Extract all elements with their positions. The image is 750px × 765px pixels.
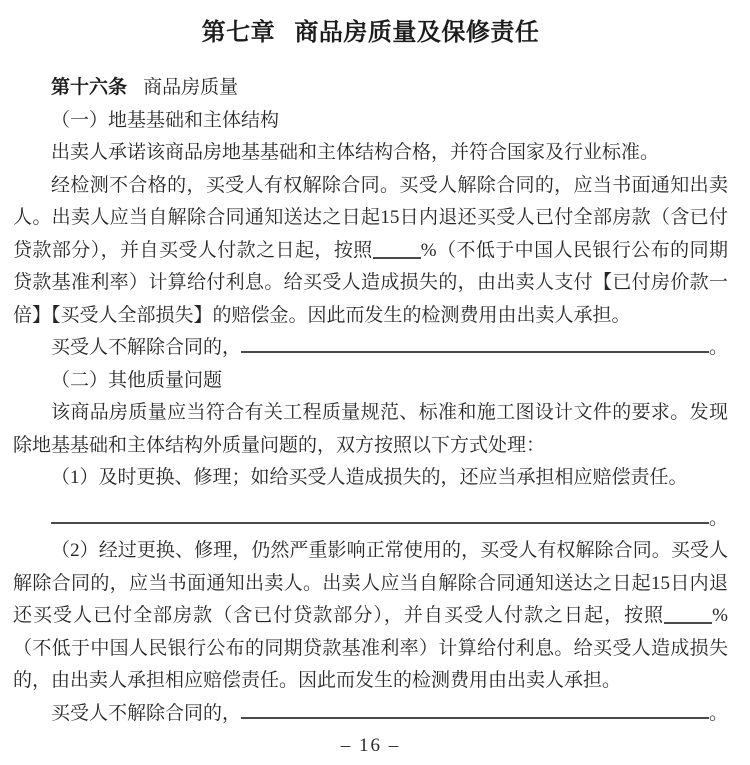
page-number: – 16 – bbox=[340, 735, 401, 756]
para-other-quality: 该商品房质量应当符合有关工程质量规范、标准和施工图设计文件的要求。发现除地基基础和主体结构外质量问题的，双方按照以下方式处理： bbox=[13, 402, 728, 456]
article-heading bbox=[13, 72, 728, 105]
fill-line-no-rescind-2 bbox=[13, 698, 728, 731]
blank-underline bbox=[51, 514, 709, 524]
chapter-title bbox=[13, 16, 728, 50]
text-segment: （2）经过更换、修理，仍然严重影响正常使用的，买受人有权解除合同。买受人解除合同的，应当书面通知出卖人。出卖人应当自解除合同通知送达之日起15日内退还买受人已付全部房款（含已付贷款部分），并自买受人付款之日起，按照 bbox=[13, 540, 728, 626]
article-name: 商品房质量 bbox=[143, 77, 239, 98]
para-item-1: （1）及时更换、修理；如给买受人造成损失的，还应当承担相应赔偿责任。 bbox=[51, 467, 688, 488]
chapter-number: 第七章 bbox=[201, 19, 276, 46]
blank-underline bbox=[241, 343, 709, 353]
period: 。 bbox=[708, 337, 728, 358]
text-segment: %（不低于中国人民银行公布的同期贷款基准利率）计算给付利息。给买受人造成损失的，由出卖人承担相应赔偿责任。因此而发生的检测费用由出卖人承担。 bbox=[13, 605, 728, 691]
interest-rate-blank-2 bbox=[664, 612, 712, 624]
blank-underline bbox=[241, 709, 709, 719]
fill-line-label: 买受人不解除合同的， bbox=[51, 337, 242, 358]
chapter-name: 商品房质量及保修责任 bbox=[294, 19, 540, 46]
para-inspection-failure bbox=[13, 170, 728, 333]
section1-heading: （一）地基基础和主体结构 bbox=[51, 109, 280, 131]
fill-line-full-width bbox=[13, 503, 728, 536]
period: 。 bbox=[708, 507, 728, 529]
article-number: 第十六条 bbox=[51, 77, 128, 98]
text-segment: 经检测不合格的，买受人有权解除合同。买受人解除合同的，应当书面通知出卖人。出卖人应当自解除合同通知送达之日起15日内退还买受人已付全部房款（含已付贷款部分），并自买受人付款之日起，按照 bbox=[13, 174, 728, 261]
interest-rate-blank-1 bbox=[373, 247, 421, 259]
period: 。 bbox=[708, 702, 728, 724]
para-item-2 bbox=[13, 535, 728, 698]
fill-line-label: 买受人不解除合同的， bbox=[51, 702, 242, 724]
fill-line-no-rescind-1 bbox=[13, 332, 728, 365]
text-segment: %（不低于中国人民银行公布的同期贷款基准利率）计算给付利息。给买受人造成损失的，由出卖人支付【已付房价款一倍】【买受人全部损失】的赔偿金。因此而发生的检测费用由出卖人承担。 bbox=[13, 239, 728, 326]
section2-heading: （二）其他质量问题 bbox=[51, 369, 223, 391]
para-foundation-promise: 出卖人承诺该商品房地基基础和主体结构合格，并符合国家及行业标准。 bbox=[51, 142, 660, 163]
